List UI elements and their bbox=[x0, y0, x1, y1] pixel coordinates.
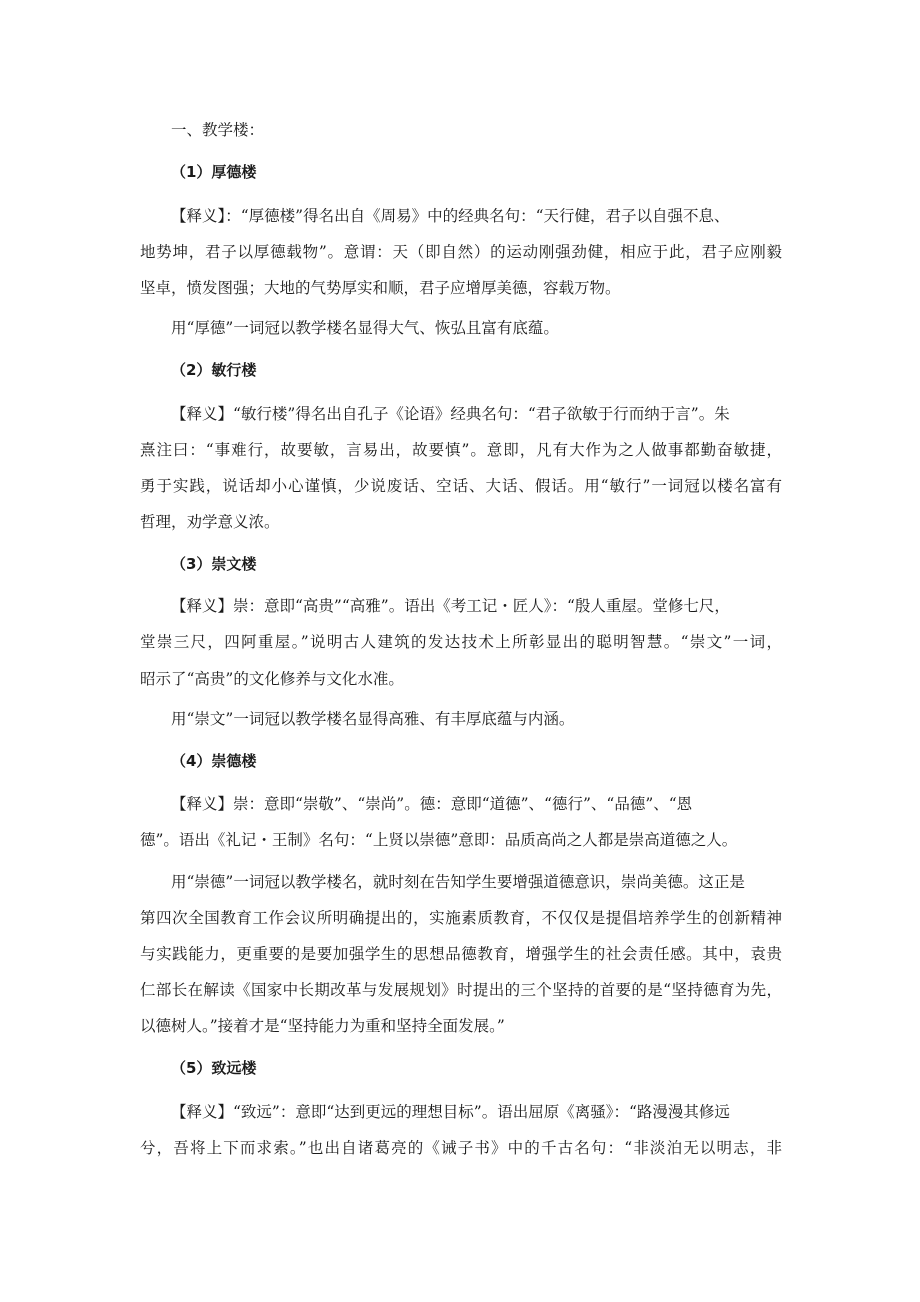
paragraph-line: 【释义】：“厚德楼”得名出自《周易》中的经典名句：“天行健，君子以自强不息、 bbox=[171, 207, 730, 225]
paragraph-line: 堂崇三尺，四阿重屋。”说明古人建筑的发达技术上所彰显出的聪明智慧。“崇文”一词， bbox=[140, 633, 782, 651]
paragraph-line: 第四次全国教育工作会议所明确提出的，实施素质教育，不仅仅是提倡培养学生的创新精神 bbox=[140, 909, 782, 927]
paragraph-line: 德”。语出《礼记・王制》名句：“上贤以崇德”意即：品质高尚之人都是崇高道德之人。 bbox=[140, 831, 738, 849]
item-heading: （2）敏行楼 bbox=[171, 361, 257, 379]
item-heading: （1）厚德楼 bbox=[171, 163, 257, 181]
paragraph-line: 哲理，劝学意义浓。 bbox=[140, 513, 280, 531]
paragraph-line: 坚卓，愤发图强；大地的气势厚实和顺，君子应增厚美德，容载万物。 bbox=[140, 279, 621, 297]
paragraph-line: 【释义】崇：意即“崇敬”、“崇尚”。德：意即“道德”、“德行”、“品德”、“恩 bbox=[171, 795, 693, 813]
paragraph-line: 与实践能力，更重要的是要加强学生的思想品德教育，增强学生的社会责任感。其中，袁贵 bbox=[140, 945, 782, 963]
paragraph-line: 熹注曰：“事难行，故要敏，言易出，故要慎”。意即，凡有大作为之人做事都勤奋敏捷， bbox=[140, 441, 782, 459]
item-heading: （4）崇德楼 bbox=[171, 752, 257, 770]
paragraph-line: 勇于实践，说话却小心谨慎，少说废话、空话、大话、假话。用“敏行”一词冠以楼名富有 bbox=[140, 477, 782, 495]
paragraph-line: 用“厚德”一词冠以教学楼名显得大气、恢弘且富有底蕴。 bbox=[171, 319, 559, 337]
paragraph-line: 用“崇文”一词冠以教学楼名显得高雅、有丰厚底蕴与内涵。 bbox=[171, 710, 575, 728]
paragraph-line: 【释义】“敏行楼”得名出自孔子《论语》经典名句：“君子欲敏于行而纳于言”。朱 bbox=[171, 405, 730, 423]
paragraph-line: 【释义】“致远”：意即“达到更远的理想目标”。语出屈原《离骚》：“路漫漫其修远 bbox=[171, 1103, 730, 1121]
item-heading: （5）致远楼 bbox=[171, 1059, 257, 1077]
paragraph-line: 仁部长在解读《国家中长期改革与发展规划》时提出的三个坚持的首要的是“坚持德育为先， bbox=[140, 981, 782, 999]
paragraph-line: 用“崇德”一词冠以教学楼名，就时刻在告知学生要增强道德意识，崇尚美德。这正是 bbox=[171, 873, 745, 891]
paragraph-line: 【释义】崇：意即“高贵”“高雅”。语出《考工记・匠人》：“殷人重屋。堂修七尺， bbox=[171, 597, 730, 615]
item-heading: （3）崇文楼 bbox=[171, 555, 257, 573]
paragraph-line: 地势坤，君子以厚德载物”。意谓：天（即自然）的运动刚强劲健，相应于此，君子应刚毅 bbox=[140, 243, 782, 261]
paragraph-line: 兮，吾将上下而求索。”也出自诸葛亮的《诫子书》中的千古名句：“非淡泊无以明志，非 bbox=[140, 1139, 782, 1157]
section-title: 一、教学楼： bbox=[171, 121, 265, 139]
paragraph-line: 以德树人。”接着才是“坚持能力为重和坚持全面发展。” bbox=[140, 1017, 505, 1035]
paragraph-line: 昭示了“高贵”的文化修养与文化水准。 bbox=[140, 670, 404, 688]
